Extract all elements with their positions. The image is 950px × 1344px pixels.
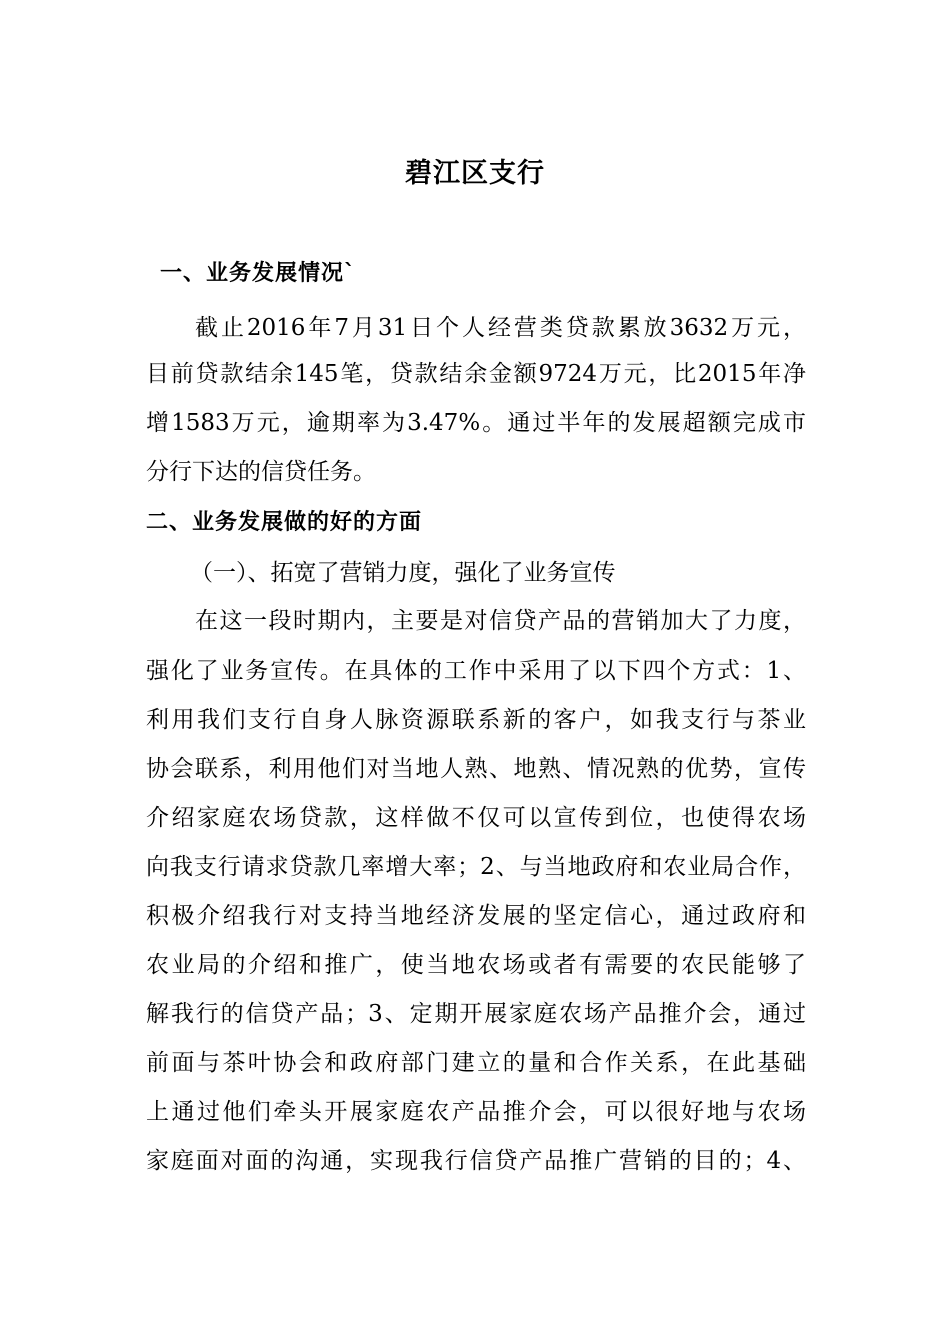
section1-line-4: 分行下达的信贷任务。 <box>146 459 376 485</box>
section1-line-1: 截止2016年7月31日个人经营类贷款累放3632万元， <box>195 315 806 341</box>
section2-line-3: 利用我们支行自身人脉资源联系新的客户，如我支行与茶业 <box>146 707 806 733</box>
section1-line-2: 目前贷款结余145笔，贷款结余金额9724万元，比2015年净 <box>146 361 806 387</box>
section2-line-9: 解我行的信贷产品；3、定期开展家庭农场产品推介会，通过 <box>146 1001 806 1027</box>
section2-line-7: 积极介绍我行对支持当地经济发展的坚定信心，通过政府和 <box>146 903 806 929</box>
document-title: 碧江区支行 <box>405 158 545 189</box>
section1-line-3: 增1583万元，逾期率为3.47%。通过半年的发展超额完成市 <box>146 410 806 436</box>
section2-heading: 二、业务发展做的好的方面 <box>146 510 423 535</box>
section2-line-4: 协会联系，利用他们对当地人熟、地熟、情况熟的优势，宣传 <box>146 756 806 782</box>
section2-line-2: 强化了业务宣传。在具体的工作中采用了以下四个方式：1、 <box>146 658 806 684</box>
section2-line-6: 向我支行请求贷款几率增大率；2、与当地政府和农业局合作， <box>146 854 806 880</box>
section1-heading: 一、业务发展情况` <box>160 261 357 286</box>
section2-line-12: 家庭面对面的沟通，实现我行信贷产品推广营销的目的；4、 <box>146 1148 806 1174</box>
section2-line-10: 前面与茶叶协会和政府部门建立的量和合作关系，在此基础 <box>146 1050 806 1076</box>
section2-line-1: 在这一段时期内，主要是对信贷产品的营销加大了力度， <box>195 608 806 634</box>
section2-subheading: （一）、拓宽了营销力度，强化了业务宣传 <box>190 560 616 586</box>
section2-line-5: 介绍家庭农场贷款，这样做不仅可以宣传到位，也使得农场 <box>146 805 806 831</box>
section2-line-11: 上通过他们牵头开展家庭农产品推介会，可以很好地与农场 <box>146 1099 806 1125</box>
section2-line-8: 农业局的介绍和推广，使当地农场或者有需要的农民能够了 <box>146 952 806 978</box>
